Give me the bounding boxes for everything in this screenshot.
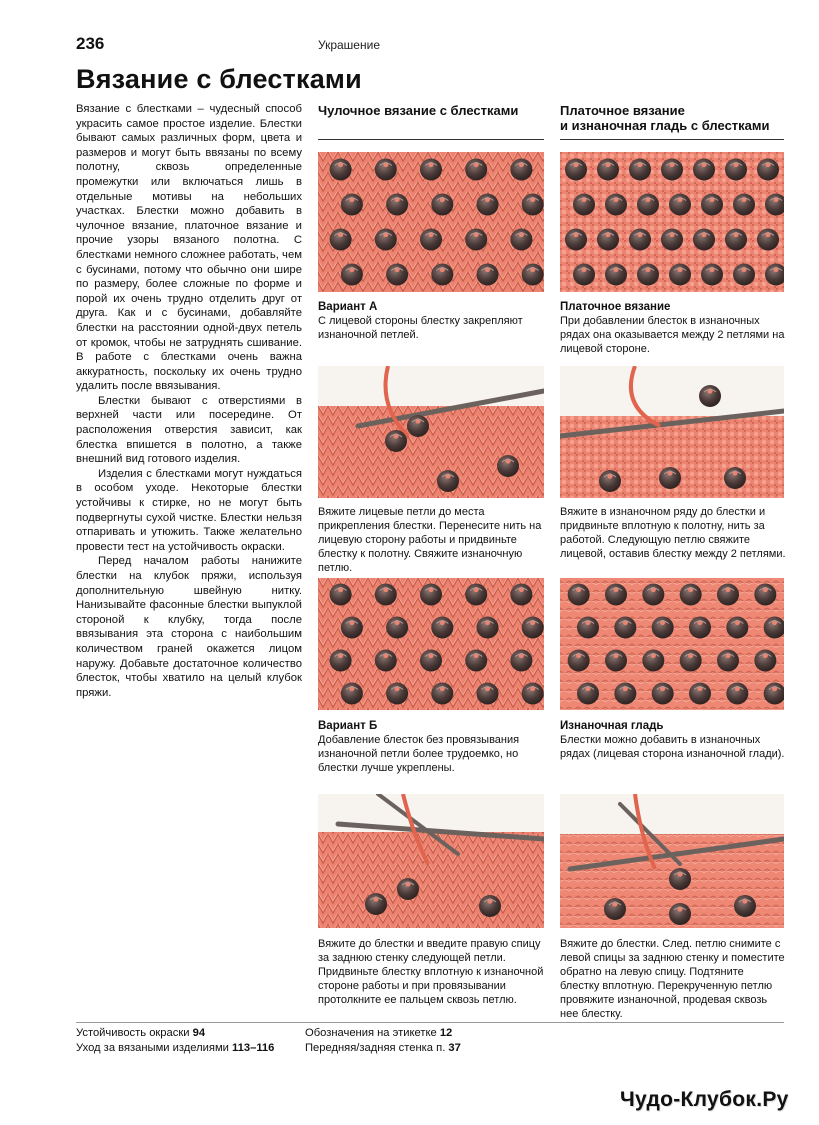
caption-text: Добавление блесток без провязывания изнаночной петли более трудоемко, но блестки лучше укреплены. bbox=[318, 734, 520, 774]
reference-page: 94 bbox=[192, 1027, 206, 1039]
footer-reference bbox=[305, 1041, 545, 1056]
photo-reverse-stockinette bbox=[560, 578, 784, 710]
caption-text: С лицевой стороны блестку закрепляют изнаночной петлей. bbox=[318, 315, 523, 341]
reference-text: Передняя/задняя стенка п. bbox=[305, 1042, 446, 1054]
sequin-icon bbox=[717, 650, 739, 672]
caption-title: Изнаночная гладь bbox=[560, 720, 664, 732]
sequin-icon bbox=[420, 650, 442, 672]
caption-reverse-step: Вяжите до блестки. След. петлю снимите с левой спицы за заднюю стенку и поместите обратно на левую спицу. Подтяните блестку вплотную. Перекрученную петлю провяжите изнаночной, продевая сквозь нее блестку. bbox=[560, 938, 785, 1020]
watermark: Чудо-Клубок.Ру bbox=[620, 1088, 789, 1111]
sequin-icon bbox=[605, 264, 627, 286]
sequin-icon bbox=[629, 229, 651, 251]
intro-paragraph: Перед началом работы нанижите блестки на клубок пряжи, используя дополнительную швейную нитку. Нанизывайте фасонные блестки выпуклой стороной к клубку, тогда после ввязывания эта сторона с наибольшим количеством граней окажется лицом наружу. Добавьте достаточное количество блесток, чтобы хватило на целый клубок пряжи. bbox=[76, 555, 302, 699]
sequin-icon bbox=[522, 617, 544, 639]
caption-garter-stitch bbox=[560, 300, 786, 356]
page-number: 236 bbox=[76, 34, 105, 53]
sequin-icon bbox=[330, 584, 352, 606]
sequin-icon bbox=[754, 650, 776, 672]
sequin-icon bbox=[701, 264, 723, 286]
sequin-icon bbox=[757, 159, 779, 181]
sequin-icon bbox=[568, 584, 590, 606]
sequin-icon bbox=[680, 650, 702, 672]
sequin-icon bbox=[577, 683, 599, 705]
sequin-icon bbox=[386, 194, 408, 216]
sequin-icon bbox=[642, 584, 664, 606]
sequin-icon bbox=[420, 584, 442, 606]
sequin-icon bbox=[341, 264, 363, 286]
sequin-icon bbox=[375, 159, 397, 181]
sequin-icon bbox=[661, 229, 683, 251]
needle-illustration bbox=[560, 366, 784, 498]
sequin-icon bbox=[717, 584, 739, 606]
footer-rule bbox=[76, 1022, 784, 1023]
sequin-icon bbox=[420, 159, 442, 181]
sequin-icon bbox=[341, 617, 363, 639]
left-column-heading: Чулочное вязание с блестками bbox=[318, 103, 519, 118]
sequin-icon bbox=[431, 194, 453, 216]
caption-variant-a-step: Вяжите лицевые петли до места прикрепления блестки. Перенесите нить на лицевую сторону работы и придвиньте блестку к полотну. Свяжите изнаночную петлю. bbox=[318, 506, 542, 574]
sequin-icon bbox=[733, 194, 755, 216]
sequin-icon bbox=[757, 229, 779, 251]
sequin-icon bbox=[522, 683, 544, 705]
sequin-icon bbox=[614, 617, 636, 639]
intro-paragraph: Изделия с блестками могут нуждаться в особом уходе. Некоторые блестки устойчивы к стирке, но не могут быть подвергнуты сухой чистке. Блестки нельзя отпаривать и утюжить. Также желательно провести тест на устойчивость окраски. bbox=[76, 467, 302, 553]
sequin-icon bbox=[693, 229, 715, 251]
footer-right bbox=[305, 1026, 545, 1056]
caption-title: Вариант Б bbox=[318, 720, 378, 732]
sequin-icon bbox=[477, 194, 499, 216]
heading-line: и изнаночная гладь с блестками bbox=[560, 118, 770, 133]
sequin-icon bbox=[341, 683, 363, 705]
sequin-icon bbox=[689, 683, 711, 705]
sequin-icon bbox=[573, 194, 595, 216]
reference-page: 37 bbox=[448, 1042, 461, 1054]
sequin-icon bbox=[330, 229, 352, 251]
sequin-icon bbox=[669, 264, 691, 286]
sequin-icon bbox=[522, 194, 544, 216]
sequin-icon bbox=[477, 264, 499, 286]
sequin-icon bbox=[510, 229, 532, 251]
sequin-swatch-image bbox=[318, 152, 544, 292]
sequin-icon bbox=[568, 650, 590, 672]
footer-reference bbox=[76, 1026, 306, 1041]
footer-reference bbox=[76, 1041, 306, 1056]
sequin-icon bbox=[701, 194, 723, 216]
sequin-swatch-image bbox=[560, 152, 784, 292]
sequin-icon bbox=[726, 683, 748, 705]
sequin-icon bbox=[605, 650, 627, 672]
sequin-icon bbox=[477, 683, 499, 705]
caption-variant-b bbox=[318, 719, 544, 775]
right-column-heading bbox=[560, 103, 786, 133]
sequin-icon bbox=[652, 617, 674, 639]
sequin-icon bbox=[733, 264, 755, 286]
reference-page: 12 bbox=[439, 1027, 453, 1039]
sequin-icon bbox=[465, 650, 487, 672]
caption-text: Блестки можно добавить в изнаночных рядах (лицевая сторона изнаночной глади). bbox=[560, 734, 785, 760]
sequin-icon bbox=[431, 617, 453, 639]
sequin-icon bbox=[477, 617, 499, 639]
needle-illustration bbox=[560, 794, 784, 928]
intro-paragraph: Блестки бывают с отверстиями в верхней части или посередине. От расположения отверстия зависит, как блестка впишется в полотно, а также внешний вид готового изделия. bbox=[76, 394, 302, 466]
photo-stockinette-variant-a bbox=[318, 152, 544, 292]
sequin-icon bbox=[522, 264, 544, 286]
sequin-icon bbox=[629, 159, 651, 181]
sequin-icon bbox=[330, 650, 352, 672]
sequin-icon bbox=[431, 264, 453, 286]
sequin-icon bbox=[510, 159, 532, 181]
reference-page: 113–116 bbox=[232, 1042, 275, 1054]
sequin-icon bbox=[597, 159, 619, 181]
sequin-icon bbox=[565, 159, 587, 181]
sequin-icon bbox=[465, 159, 487, 181]
sequin-icon bbox=[465, 229, 487, 251]
sequin-icon bbox=[386, 683, 408, 705]
sequin-icon bbox=[693, 159, 715, 181]
reference-text: Обозначения на этикетке bbox=[305, 1027, 437, 1039]
sequin-icon bbox=[577, 617, 599, 639]
needle-illustration bbox=[318, 366, 544, 498]
sequin-icon bbox=[341, 194, 363, 216]
sequin-icon bbox=[465, 584, 487, 606]
intro-text bbox=[76, 102, 302, 700]
reference-text: Уход за вязаными изделиями bbox=[76, 1042, 229, 1054]
footer-left bbox=[76, 1026, 306, 1056]
sequin-icon bbox=[573, 264, 595, 286]
sequin-icon bbox=[661, 159, 683, 181]
sequin-icon bbox=[652, 683, 674, 705]
photo-garter-stitch bbox=[560, 152, 784, 292]
caption-text: При добавлении блесток в изнаночных рядах она оказывается между 2 петлями на лицевой стороне. bbox=[560, 315, 785, 355]
footer-reference bbox=[305, 1026, 545, 1041]
sequin-icon bbox=[375, 229, 397, 251]
sequin-icon bbox=[689, 617, 711, 639]
caption-garter-step: Вяжите в изнаночном ряду до блестки и придвиньте вплотную к полотну, нить за работой. Следующую петлю свяжите лицевой, оставив блестку между 2 петлями. bbox=[560, 506, 786, 560]
needle-illustration bbox=[318, 794, 544, 928]
sequin-icon bbox=[375, 584, 397, 606]
sequin-icon bbox=[726, 617, 748, 639]
section-title: Украшение bbox=[318, 38, 380, 52]
illustration-garter-step bbox=[560, 366, 784, 498]
sequin-icon bbox=[386, 264, 408, 286]
sequin-icon bbox=[605, 194, 627, 216]
sequin-icon bbox=[642, 650, 664, 672]
sequin-icon bbox=[510, 650, 532, 672]
sequin-icon bbox=[637, 264, 659, 286]
sequin-icon bbox=[637, 194, 659, 216]
sequin-icon bbox=[420, 229, 442, 251]
caption-reverse-stockinette bbox=[560, 719, 786, 761]
caption-variant-a bbox=[318, 300, 544, 342]
sequin-icon bbox=[386, 617, 408, 639]
sequin-icon bbox=[605, 584, 627, 606]
photo-stockinette-variant-b bbox=[318, 578, 544, 710]
illustration-variant-a-step bbox=[318, 366, 544, 498]
sequin-icon bbox=[375, 650, 397, 672]
sequin-icon bbox=[431, 683, 453, 705]
sequin-swatch-image bbox=[560, 578, 784, 710]
caption-variant-b-step: Вяжите до блестки и введите правую спицу за заднюю стенку следующей петли. Придвиньте блестку вплотную к изнаночной стороне работы и при провязывании протолкните ее пальцем сквозь петлю. bbox=[318, 938, 544, 1006]
sequin-icon bbox=[725, 159, 747, 181]
sequin-icon bbox=[725, 229, 747, 251]
left-heading-rule bbox=[318, 139, 544, 140]
sequin-icon bbox=[510, 584, 532, 606]
page-title: Вязание с блестками bbox=[76, 64, 362, 94]
reference-text: Устойчивость окраски bbox=[76, 1027, 190, 1039]
sequin-swatch-image bbox=[318, 578, 544, 710]
sequin-icon bbox=[565, 229, 587, 251]
intro-paragraph: Вязание с блестками – чудесный способ украсить самое простое изделие. Блестки бывают самых различных форм, цвета и размеров и могут быть ввязаны по всему полотну, сквозь определенные промежутки или включаться лишь в отдельные мотивы на небольших участках. Блестки можно добавить в чулочное вязание, платочное вязание и прочие узоры вязаного полотна. С блестками немного сложнее работать, чем с бусинами, потому что обычно они шире по размеру, более сложные по форме и порой их очень трудно отделить друг от друга. Как и с бусинами, добавляйте блестки на расстоянии одной-двух петель от кромок, чтобы не затруднять сшивание. В работе с блестками очень важна аккуратность, поскольку их очень трудно удалить после ввязывания. bbox=[76, 103, 302, 393]
sequin-icon bbox=[597, 229, 619, 251]
right-heading-rule bbox=[560, 139, 784, 140]
sequin-icon bbox=[614, 683, 636, 705]
illustration-variant-b-step bbox=[318, 794, 544, 928]
heading-line: Платочное вязание bbox=[560, 103, 685, 118]
caption-title: Платочное вязание bbox=[560, 301, 671, 313]
sequin-icon bbox=[754, 584, 776, 606]
sequin-icon bbox=[330, 159, 352, 181]
illustration-reverse-step bbox=[560, 794, 784, 928]
sequin-icon bbox=[669, 194, 691, 216]
sequin-icon bbox=[680, 584, 702, 606]
caption-title: Вариант А bbox=[318, 301, 378, 313]
